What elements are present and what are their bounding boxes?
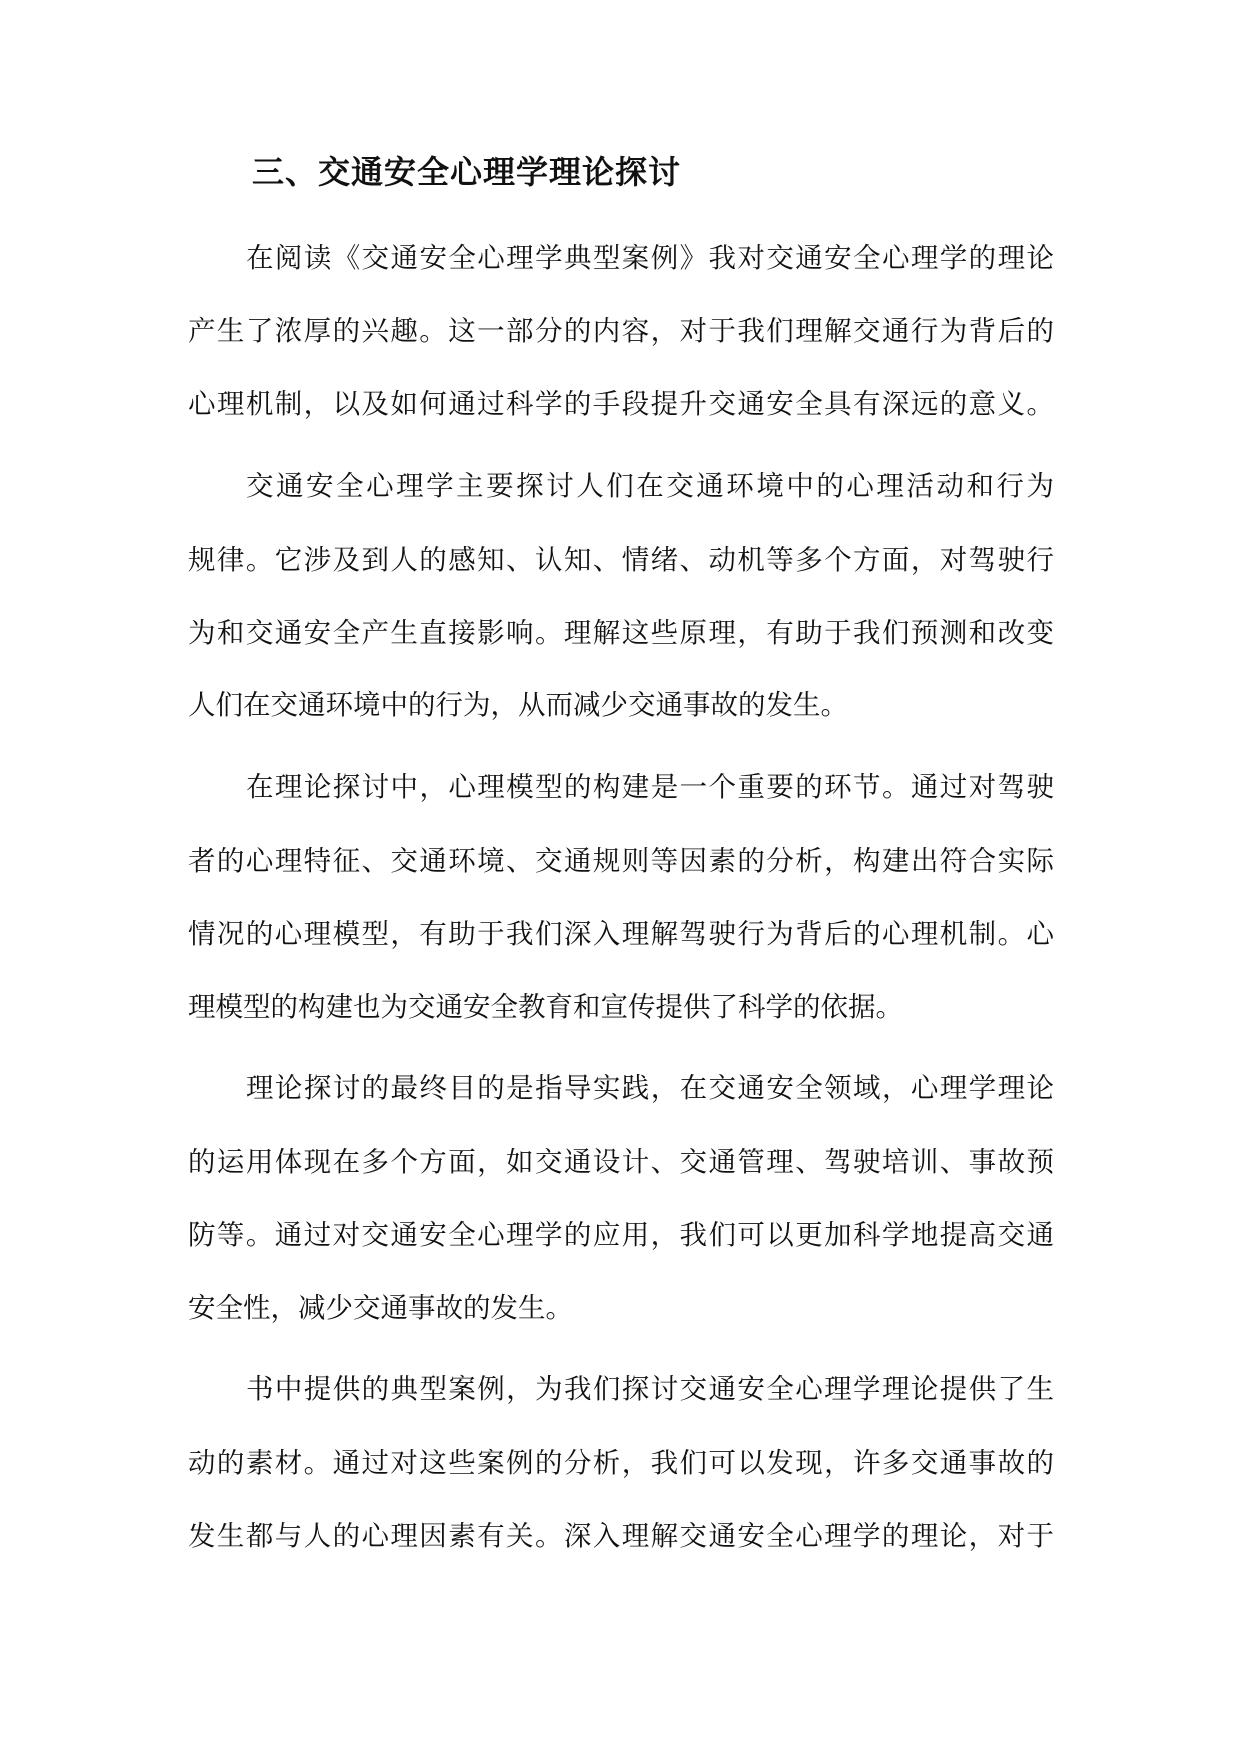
paragraph-1-line-2: 产生了浓厚的兴趣。这一部分的内容，对于我们理解交通行为背后的 <box>188 315 1054 347</box>
paragraph-2-line-1: 交通安全心理学主要探讨人们在交通环境中的心理活动和行为 <box>246 470 1054 502</box>
paragraph-4-line-2: 的运用体现在多个方面，如交通设计、交通管理、驾驶培训、事故预 <box>188 1146 1054 1178</box>
paragraph-5-line-1: 书中提供的典型案例，为我们探讨交通安全心理学理论提供了生 <box>246 1373 1054 1405</box>
paragraph-4-line-1: 理论探讨的最终目的是指导实践，在交通安全领域，心理学理论 <box>246 1072 1054 1104</box>
paragraph-1-line-3: 心理机制，以及如何通过科学的手段提升交通安全具有深远的意义。 <box>188 388 1054 420</box>
paragraph-5-line-2: 动的素材。通过对这些案例的分析，我们可以发现，许多交通事故的 <box>188 1447 1054 1479</box>
paragraph-3-line-3: 情况的心理模型，有助于我们深入理解驾驶行为背后的心理机制。心 <box>188 918 1054 950</box>
paragraph-4-line-3: 防等。通过对交通安全心理学的应用，我们可以更加科学地提高交通 <box>188 1219 1054 1251</box>
paragraph-4-line-4: 安全性，减少交通事故的发生。 <box>188 1292 573 1324</box>
section-heading: 三、交通安全心理学理论探讨 <box>252 153 682 191</box>
paragraph-5-line-3: 发生都与人的心理因素有关。深入理解交通安全心理学的理论，对于 <box>188 1520 1054 1552</box>
paragraph-3-line-4: 理模型的构建也为交通安全教育和宣传提供了科学的依据。 <box>188 991 903 1023</box>
paragraph-2-line-4: 人们在交通环境中的行为，从而减少交通事故的发生。 <box>188 689 848 721</box>
paragraph-3-line-2: 者的心理特征、交通环境、交通规则等因素的分析，构建出符合实际 <box>188 845 1054 877</box>
paragraph-3-line-1: 在理论探讨中，心理模型的构建是一个重要的环节。通过对驾驶 <box>246 771 1054 803</box>
paragraph-2-line-3: 为和交通安全产生直接影响。理解这些原理，有助于我们预测和改变 <box>188 617 1054 649</box>
paragraph-2-line-2: 规律。它涉及到人的感知、认知、情绪、动机等多个方面，对驾驶行 <box>188 544 1054 576</box>
paragraph-1-line-1: 在阅读《交通安全心理学典型案例》我对交通安全心理学的理论 <box>246 242 1054 274</box>
